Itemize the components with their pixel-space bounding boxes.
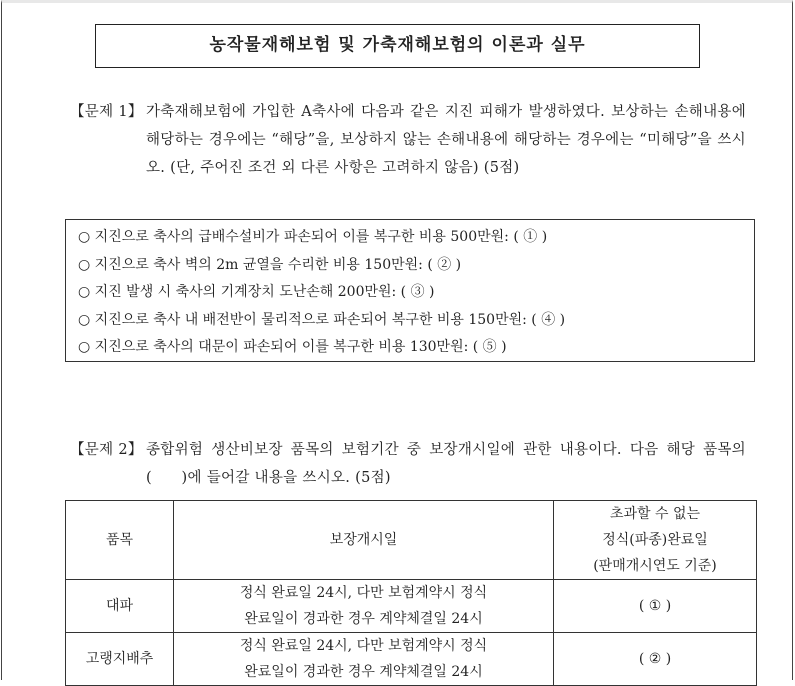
cell-limit: ( ② )	[554, 633, 757, 686]
cell-item: 대파	[66, 580, 174, 633]
question-1-label: 【문제 1】	[70, 104, 143, 120]
table-row	[66, 633, 757, 686]
header-limit-line: 초과할 수 없는	[609, 506, 701, 522]
list-item: ○ 지진으로 축사의 급배수설비가 파손되어 이를 복구한 비용 500만원: ( ① )	[78, 229, 548, 245]
list-item: ○ 지진으로 축사 벽의 2m 균열을 수리한 비용 150만원: ( ② )	[78, 256, 462, 273]
coverage-table	[65, 500, 757, 686]
question-1	[70, 98, 746, 182]
table-row	[66, 580, 757, 633]
cell-limit: ( ① )	[554, 580, 757, 633]
header-limit	[554, 501, 757, 580]
table-header-row	[66, 501, 757, 580]
cell-start	[174, 633, 554, 686]
question-2	[70, 436, 746, 492]
question-1-text: 가축재해보험에 가입한 A축사에 다음과 같은 지진 피해가 발생하였다. 보상하는 손해내용에 해당하는 경우에는 “해당”을, 보상하지 않는 손해내용에 해당하는 경우에는 “미해당”을 쓰시오. (단, 주어진 조건 외 다른 사항은 고려하지 않음) (5점)	[146, 104, 746, 176]
list-item: ○ 지진으로 축사의 대문이 파손되어 이를 복구한 비용 130만원: ( ⑤ )	[78, 339, 507, 355]
header-limit-line: 정식(파종)완료일	[602, 532, 708, 548]
header-item: 품목	[66, 501, 174, 580]
list-item: ○ 지진 발생 시 축사의 기계장치 도난손해 200만원: ( ③ )	[78, 284, 435, 300]
question-1-items-box	[65, 219, 755, 362]
question-2-label: 【문제 2】	[70, 442, 143, 458]
cell-start-line: 정식 완료일 24시, 다만 보험계약시 정식	[239, 585, 488, 601]
cell-start-line: 정식 완료일 24시, 다만 보험계약시 정식	[239, 638, 488, 654]
cell-start	[174, 580, 554, 633]
header-start: 보장개시일	[174, 501, 554, 580]
question-2-text: 종합위험 생산비보장 품목의 보험기간 중 보장개시일에 관한 내용이다. 다음 해당 품목의 ( )에 들어갈 내용을 쓰시오. (5점)	[146, 442, 746, 486]
list-item: ○ 지진으로 축사 내 배전반이 물리적으로 파손되어 복구한 비용 150만원: ( ④ )	[78, 311, 566, 328]
header-limit-line: (판매개시연도 기준)	[593, 558, 717, 574]
cell-item: 고랭지배추	[66, 633, 174, 686]
cell-start-line: 완료일이 경과한 경우 계약체결일 24시	[244, 611, 483, 627]
cell-start-line: 완료일이 경과한 경우 계약체결일 24시	[244, 664, 483, 680]
page-title: 농작물재해보험 및 가축재해보험의 이론과 실무	[95, 24, 700, 68]
